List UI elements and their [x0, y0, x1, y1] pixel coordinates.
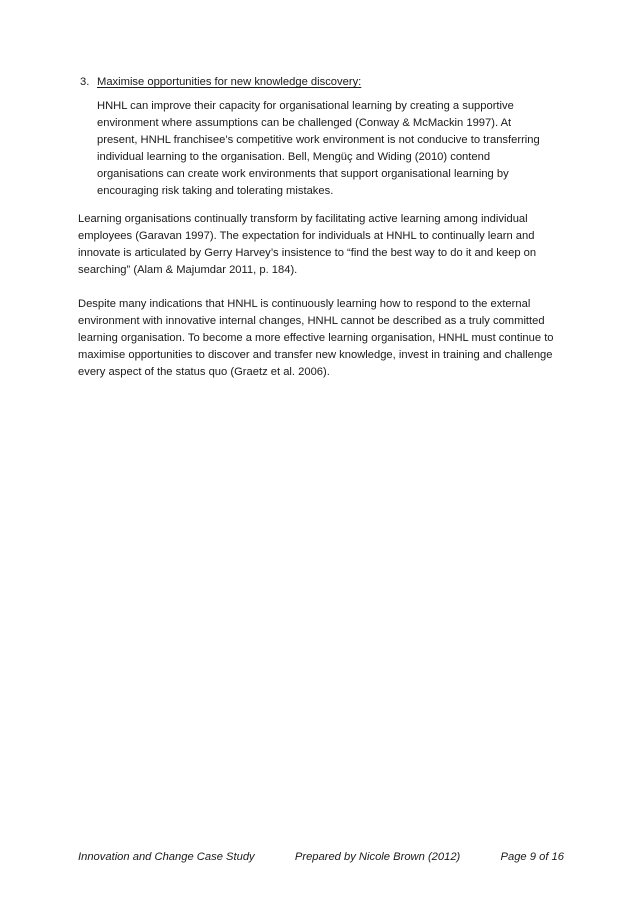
numbered-list-item: [78, 74, 566, 200]
page-content: [78, 74, 566, 398]
page-footer: [78, 851, 564, 863]
list-body-text: HNHL can improve their capacity for organisational learning by creating a supportive environment where assumptions can be challenged (Conway & McMackin 1997). At present, HNHL franchisee’s competitive work environment is not conducive to transferring individual learning to the organisation. Bell, Mengüç and Widing (2010) contend organisations can create work environments that support organisational learning by encouraging risk taking and tolerating mistakes.: [97, 100, 540, 197]
footer-page-number: Page 9 of 16: [500, 851, 564, 863]
footer-author: Prepared by Nicole Brown (2012): [294, 851, 461, 863]
list-number: 3.: [80, 76, 90, 88]
list-heading: Maximise opportunities for new knowledge discovery:: [97, 76, 362, 88]
body-paragraph-learning-organisations: Learning organisations continually transform by facilitating active learning among individual employees (Garavan 1997). The expectation for individuals at HNHL to continually learn and innovate is articulated by Gerry Harvey’s insistence to “find the best way to do it and keep on searching” (Alam & Majumdar 2011, p. 184).: [78, 213, 537, 276]
body-paragraph-conclusion: Despite many indications that HNHL is continuously learning how to respond to the external environment with innovative internal changes, HNHL cannot be described as a truly committed learning organisation. To become a more effective learning organisation, HNHL must continue to maximise opportunities to discover and transfer new knowledge, invest in training and challenge every aspect of the status quo (Graetz et al. 2006).: [78, 298, 554, 378]
footer-course-title: Innovation and Change Case Study: [78, 851, 255, 863]
